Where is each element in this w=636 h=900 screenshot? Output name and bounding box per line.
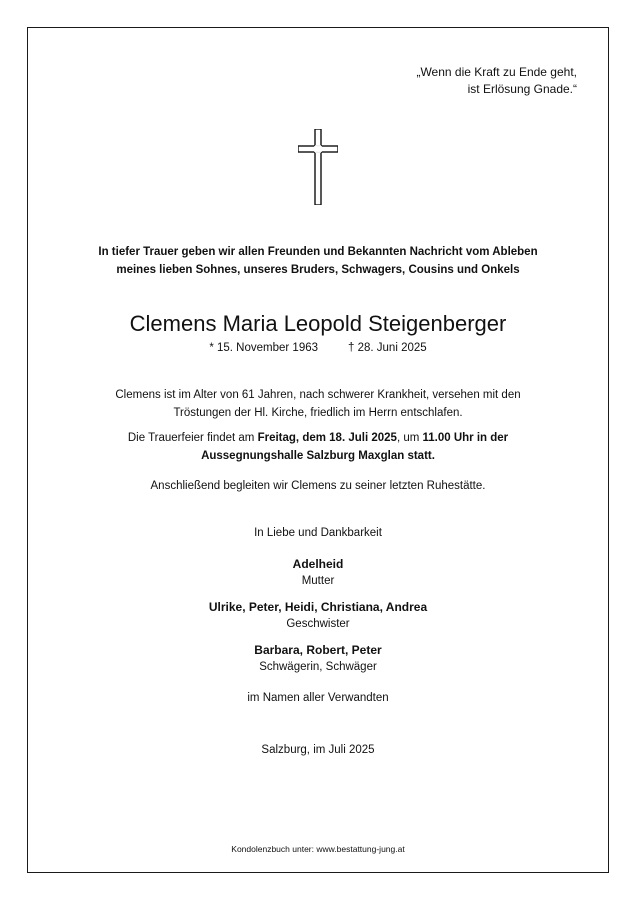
motto-line-2: ist Erlösung Gnade.“ <box>467 82 577 96</box>
mourner-relation: Mutter <box>301 575 335 587</box>
burial-text: Anschließend begleiten wir Clemens zu seiner letzten Ruhestätte. <box>150 480 486 492</box>
service-text-part-1: Die Trauerfeier findet am <box>127 432 258 444</box>
service-text-part-2: , um <box>396 432 423 444</box>
mourner-group <box>0 599 636 632</box>
birth-date: * 15. November 1963 <box>209 342 319 354</box>
mourner-names: Ulrike, Peter, Heidi, Christiana, Andrea <box>208 600 428 614</box>
on-behalf-line: im Namen aller Verwandten <box>247 692 389 704</box>
service-line-2 <box>0 447 636 465</box>
service-line-1 <box>0 429 636 447</box>
death-notice-text <box>0 386 636 422</box>
mourner-names: Barbara, Robert, Peter <box>254 643 382 657</box>
notice-line-1: Clemens ist im Alter von 61 Jahren, nach schwerer Krankheit, versehen mit den <box>115 389 521 401</box>
mourner-names: Adelheid <box>292 557 344 571</box>
funeral-service-text <box>0 429 636 465</box>
mourners-list <box>0 556 636 685</box>
intro-line-1: In tiefer Trauer geben wir allen Freunden und Bekannten Nachricht vom Ableben <box>98 246 538 258</box>
mourner-group <box>0 556 636 589</box>
gratitude-line: In Liebe und Dankbarkeit <box>254 527 382 539</box>
place-and-date: Salzburg, im Juli 2025 <box>261 744 375 756</box>
motto-line-1: „Wenn die Kraft zu Ende geht, <box>416 65 577 79</box>
service-date: Freitag, dem 18. Juli 2025 <box>257 432 397 444</box>
service-time: 11.00 Uhr in der <box>422 432 509 444</box>
notice-line-2: Tröstungen der Hl. Kirche, friedlich im Herrn entschlafen. <box>173 407 463 419</box>
announcement-intro <box>0 243 636 279</box>
death-date: † 28. Juni 2025 <box>348 342 427 354</box>
deceased-name: Clemens Maria Leopold Steigenberger <box>129 311 507 336</box>
mourner-group <box>0 642 636 675</box>
mourner-relation: Geschwister <box>286 618 350 630</box>
mourner-relation: Schwägerin, Schwäger <box>259 661 377 673</box>
service-location: Aussegnungshalle Salzburg Maxglan statt. <box>201 450 435 462</box>
latin-cross-icon <box>298 129 338 205</box>
intro-line-2: meines lieben Sohnes, unseres Bruders, Schwagers, Cousins und Onkels <box>116 264 520 276</box>
life-dates <box>0 340 636 356</box>
motto-quote <box>416 64 577 98</box>
condolence-book-link: Kondolenzbuch unter: www.bestattung-jung.at <box>231 844 405 854</box>
